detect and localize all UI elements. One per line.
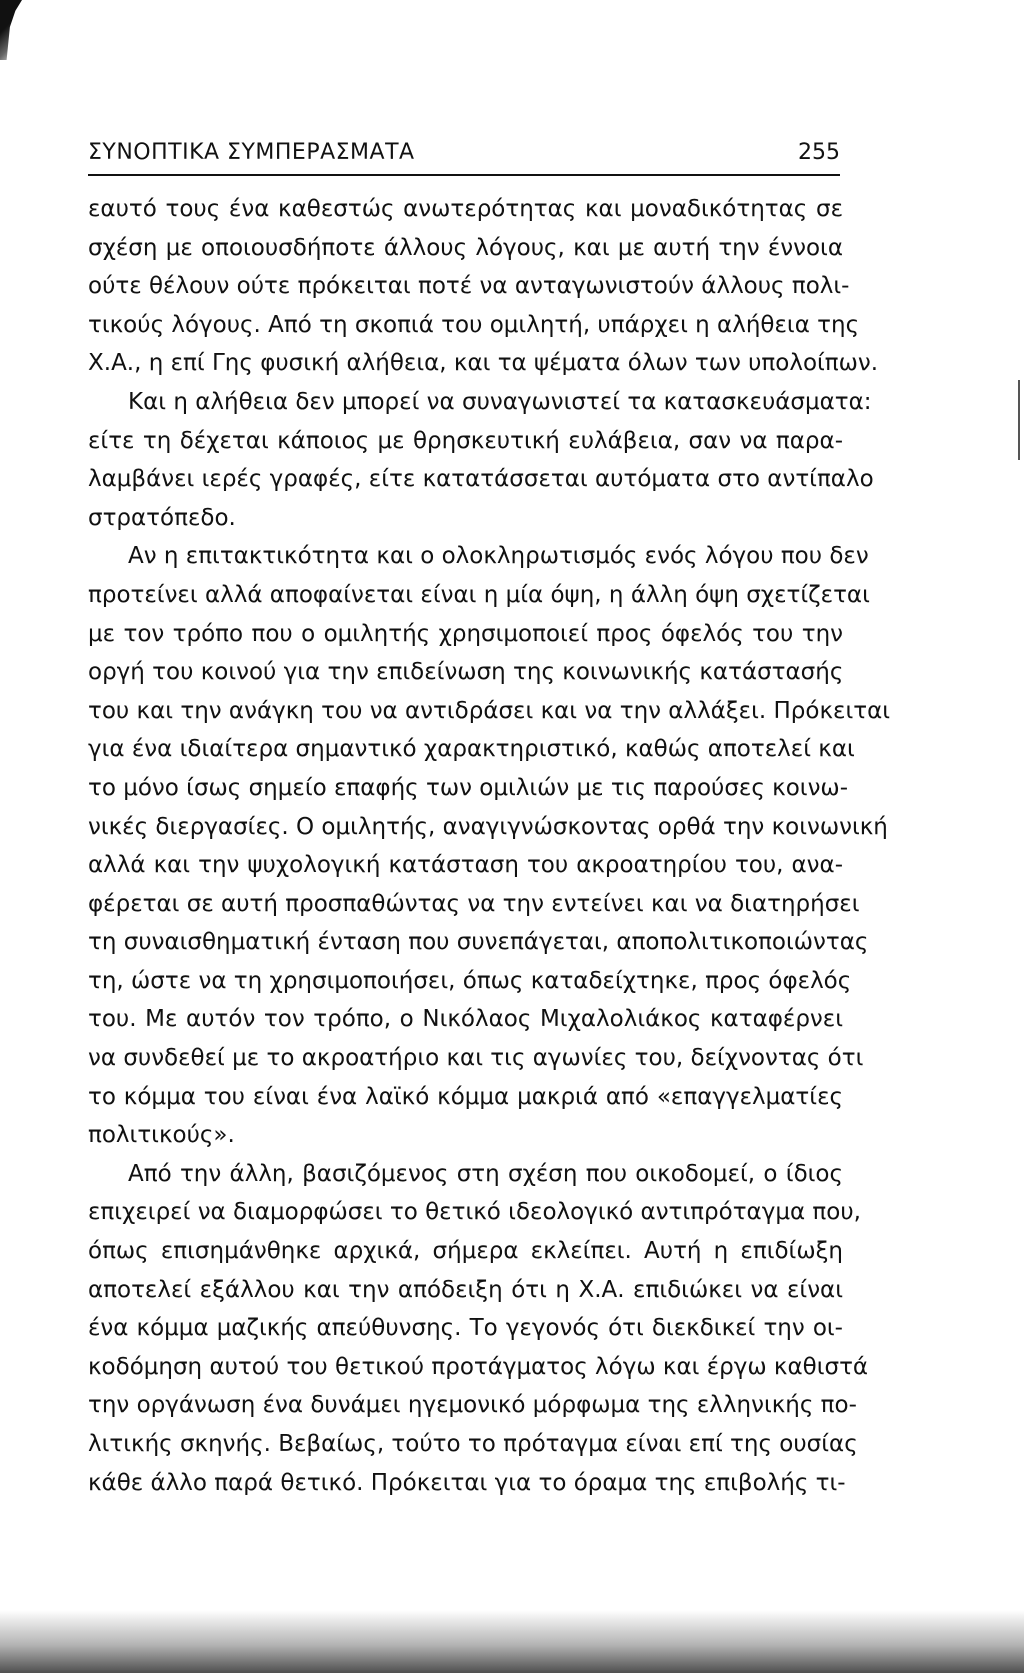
header-title: ΣΥΝΟΠΤΙΚΑ ΣΥΜΠΕΡΑΣΜΑΤΑ (88, 140, 415, 165)
text-line: να συνδεθεί με το ακροατήριο και τις αγωνίες του, δείχνοντας ότι (88, 1045, 864, 1072)
text-line: κάθε άλλο παρά θετικό. Πρόκειται για το όραμα της επιβολής τι- (88, 1469, 846, 1496)
text-line: Χ.Α., η επί Γης φυσική αλήθεια, και τα ψέματα όλων των υπολοίπων. (88, 350, 879, 377)
text-line: οργή του κοινού για την επιδείνωση της κοινωνικής κατάστασής (88, 659, 844, 686)
text-line: το μόνο ίσως σημείο επαφής των ομιλιών με τις παρούσες κοινω- (88, 774, 848, 801)
text-line: εαυτό τους ένα καθεστώς ανωτερότητας και μοναδικότητας σε (88, 196, 843, 222)
text-line: με τον τρόπο που ο ομιλητής χρησιμοποιεί προς όφελός του την (88, 620, 843, 647)
text-line: προτείνει αλλά αποφαίνεται είναι η μία όψη, η άλλη όψη σχετίζεται (88, 581, 870, 608)
text-line: τικούς λόγους. Από τη σκοπιά του ομιλητή, υπάρχει η αλήθεια της (88, 311, 860, 338)
body-text (88, 190, 891, 1502)
text-line: του και την ανάγκη του να αντιδράσει και να την αλλάξει. Πρόκειται (88, 697, 891, 724)
running-header (88, 140, 840, 176)
text-line: λιτικής σκηνής. Βεβαίως, τούτο το πρόταγμα είναι επί της ουσίας (88, 1431, 858, 1457)
text-line: στρατόπεδο. (88, 504, 236, 531)
text-line: Και η αλήθεια δεν μπορεί να συναγωνιστεί τα κατασκευάσματα: (128, 388, 872, 415)
text-line: ένα κόμμα μαζικής απεύθυνσης. Το γεγονός ότι διεκδικεί την οι- (88, 1315, 843, 1342)
text-line: ούτε θέλουν ούτε πρόκειται ποτέ να ανταγωνιστούν άλλους πολι- (88, 273, 850, 300)
text-line: τη, ώστε να τη χρησιμοποιήσει, όπως καταδείχτηκε, προς όφελός (88, 967, 852, 994)
text-line: Αν η επιτακτικότητα και ο ολοκληρωτισμός ενός λόγου που δεν (128, 543, 869, 570)
text-line: το κόμμα του είναι ένα λαϊκό κόμμα μακριά από «επαγγελματίες (88, 1083, 843, 1110)
text-line: όπως επισημάνθηκε αρχικά, σήμερα εκλείπει. Αυτή η επιδίωξη (88, 1238, 843, 1265)
text-line: λαμβάνει ιερές γραφές, είτε κατατάσσεται αυτόματα στο αντίπαλο (88, 466, 874, 493)
text-line: αποτελεί εξάλλου και την απόδειξη ότι η Χ.Α. επιδιώκει να είναι (88, 1276, 843, 1303)
text-line: του. Με αυτόν τον τρόπο, ο Νικόλαος Μιχαλολιάκος καταφέρνει (88, 1006, 843, 1033)
text-line: είτε τη δέχεται κάποιος με θρησκευτική ευλάβεια, σαν να παρα- (88, 427, 843, 454)
page-number: 255 (798, 140, 840, 165)
text-line: κοδόμηση αυτού του θετικού προτάγματος λόγω και έργω καθιστά (88, 1353, 869, 1380)
text-line: την οργάνωση ένα δυνάμει ηγεμονικό μόρφωμα της ελληνικής πο- (88, 1392, 857, 1419)
text-line: Από την άλλη, βασιζόμενος στη σχέση που οικοδομεί, ο ίδιος (128, 1160, 843, 1187)
text-line: νικές διεργασίες. Ο ομιλητής, αναγιγνώσκοντας ορθά την κοινωνική (88, 813, 888, 840)
text-line: επιχειρεί να διαμορφώσει το θετικό ιδεολογικό αντιπρόταγμα που, (88, 1199, 861, 1226)
text-line: φέρεται σε αυτή προσπαθώντας να την εντείνει και να διατηρήσει (88, 890, 860, 917)
text-line: σχέση με οποιουσδήποτε άλλους λόγους, και με αυτή την έννοια (88, 234, 843, 261)
scan-edge-mark (1018, 380, 1020, 460)
text-line: πολιτικούς». (88, 1122, 235, 1149)
scan-shadow (0, 1610, 1024, 1673)
text-line: τη συναισθηματική ένταση που συνεπάγεται, αποπολιτικοποιώντας (88, 929, 869, 956)
text-line: για ένα ιδιαίτερα σημαντικό χαρακτηριστικό, καθώς αποτελεί και (88, 736, 855, 763)
text-line: αλλά και την ψυχολογική κατάσταση του ακροατηρίου του, ανα- (88, 852, 843, 879)
scan-corner-mark (0, 0, 22, 60)
